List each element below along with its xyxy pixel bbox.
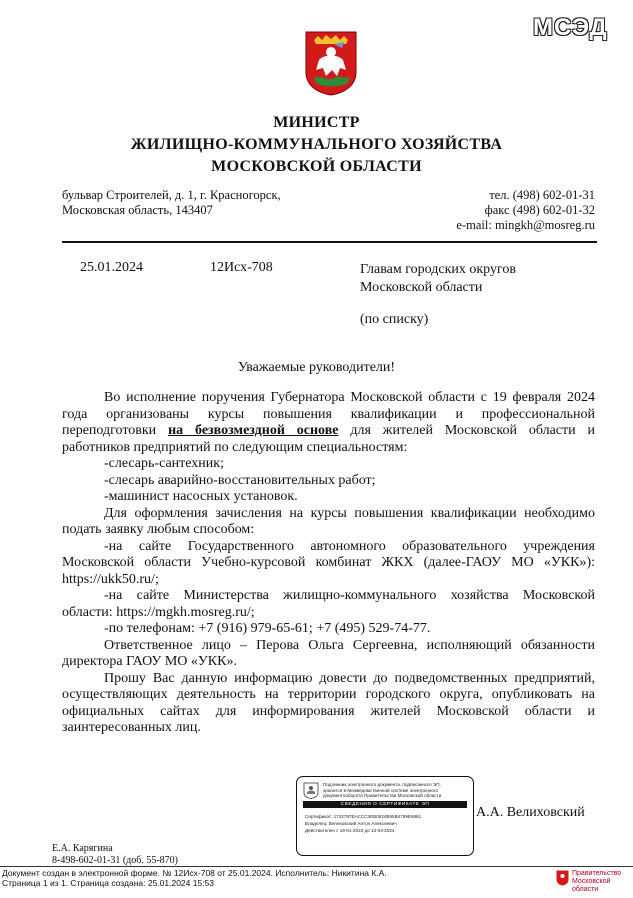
esign-text-line3: документооборота Правительства Московской области — [323, 793, 442, 799]
specialty-item: -слесарь-сантехник; — [104, 456, 224, 471]
electronic-signature-stamp — [296, 776, 474, 856]
document-date: 25.01.2024 — [80, 260, 143, 275]
email-text: e-mail: mingkh@mosreg.ru — [456, 218, 595, 232]
ministry-title-line3: МОСКОВСКОЙ ОБЛАСТИ — [211, 158, 422, 175]
government-logo-text — [572, 870, 624, 894]
recipient-line2: Московской области — [360, 280, 483, 295]
document-footer — [0, 868, 633, 888]
footer-line2: Страница 1 из 1. Страница создана: 25.01.2024 15:53 — [2, 878, 215, 888]
signer-name: А.А. Велиховский — [476, 805, 585, 820]
paragraph-courses — [62, 390, 595, 456]
recipient-line3: (по списку) — [360, 312, 429, 327]
ministry-title-line2: ЖИЛИЩНО-КОММУНАЛЬНОГО ХОЗЯЙСТВА — [130, 136, 503, 153]
esign-certificate: Сертификат: 1742797EACCC4EB0924B95B4799E6961 — [305, 814, 422, 819]
phone-text: тел. (498) 602-01-31 — [489, 188, 595, 202]
ministry-title-line1: МИНИСТР — [273, 114, 360, 131]
signature-emblem-icon — [303, 782, 319, 799]
paragraph-application: Для оформления зачисления на курсы повышения квалификации необходимо подать заявку любым способом: — [62, 505, 595, 537]
coat-of-arms-icon — [304, 30, 358, 96]
esign-text-line2: хранится в Межведомственной системе электронного — [323, 787, 439, 793]
header-divider — [62, 241, 597, 243]
specialty-item: -слесарь аварийно-восстановительных работ; — [104, 472, 376, 488]
footer-divider — [0, 866, 633, 867]
letter-body — [62, 390, 595, 737]
document-number: 12Исх-708 — [210, 260, 273, 275]
footer-line1: Документ создан в электронной форме. № 12Исх-708 от 25.01.2024. Исполнитель: Никитина К.А. — [2, 868, 387, 878]
application-way: -на сайте Министерства жилищно-коммунального хозяйства Московской области: https://mgkh.mosreg.ru/; — [62, 588, 595, 620]
government-logo-line1: Правительство — [572, 870, 622, 877]
address-line2: Московская область, 143407 — [62, 203, 213, 217]
esign-text-line1: Подлинник электронного документа, подписанного ЭП, — [323, 782, 441, 787]
government-emblem-icon — [556, 870, 569, 886]
esign-owner: Владелец: Велиховский Антон Алексеевич — [305, 821, 397, 826]
paragraph-courses-text-b: для жителей Московской области и работников предприятий по следующим специальностям: — [62, 423, 595, 455]
specialty-item: -машинист насосных установок. — [104, 489, 298, 504]
executor-name: Е.А. Карягина — [52, 843, 113, 854]
esign-validity: Действителен с 19-01-2023 до 13-04-2024 — [305, 828, 395, 833]
executor-phone: 8-498-602-01-31 (доб. 55-870) — [52, 855, 178, 866]
paragraph-courses-text-a: Во исполнение поручения Губернатора Московской области с 19 февраля 2024 года организованы курсы повышения квалификации и профессиональной переподготовки — [62, 390, 595, 438]
address-line1: бульвар Строителей, д. 1, г. Красногорск, — [62, 188, 281, 202]
esign-header: СВЕДЕНИЯ О СЕРТИФИКАТЕ ЭП — [303, 801, 467, 808]
paragraph-request: Прошу Вас данную информацию довести до подведомственных предприятий, осуществляющих деятельность на территории городского округа, опубликовать на официальных сайтах для информирования жителей Московской области и заинтересованных лиц. — [62, 670, 595, 735]
msed-stamp: МСЭД — [533, 14, 608, 41]
free-of-charge-emphasis: на безвозмездной основе — [168, 423, 339, 438]
paragraph-responsible-person: Ответственное лицо – Перова Ольга Сергеевна, исполняющий обязанности директора ГАОУ МО «УКК». — [62, 637, 595, 669]
government-logo-line2: Московской области — [572, 878, 611, 893]
fax-text: факс (498) 602-01-32 — [484, 203, 595, 217]
recipient-line1: Главам городских округов — [360, 262, 516, 277]
application-way: -по телефонам: +7 (916) 979-65-61; +7 (495) 529-74-77. — [104, 621, 431, 636]
government-logo — [554, 868, 624, 893]
greeting: Уважаемые руководители! — [237, 360, 396, 375]
application-way: -на сайте Государственного автономного образовательного учреждения Московской области Учебно-курсовой комбинат ЖКХ (далее-ГАОУ МО «УКК»): https://ukk50.ru/; — [62, 538, 595, 587]
